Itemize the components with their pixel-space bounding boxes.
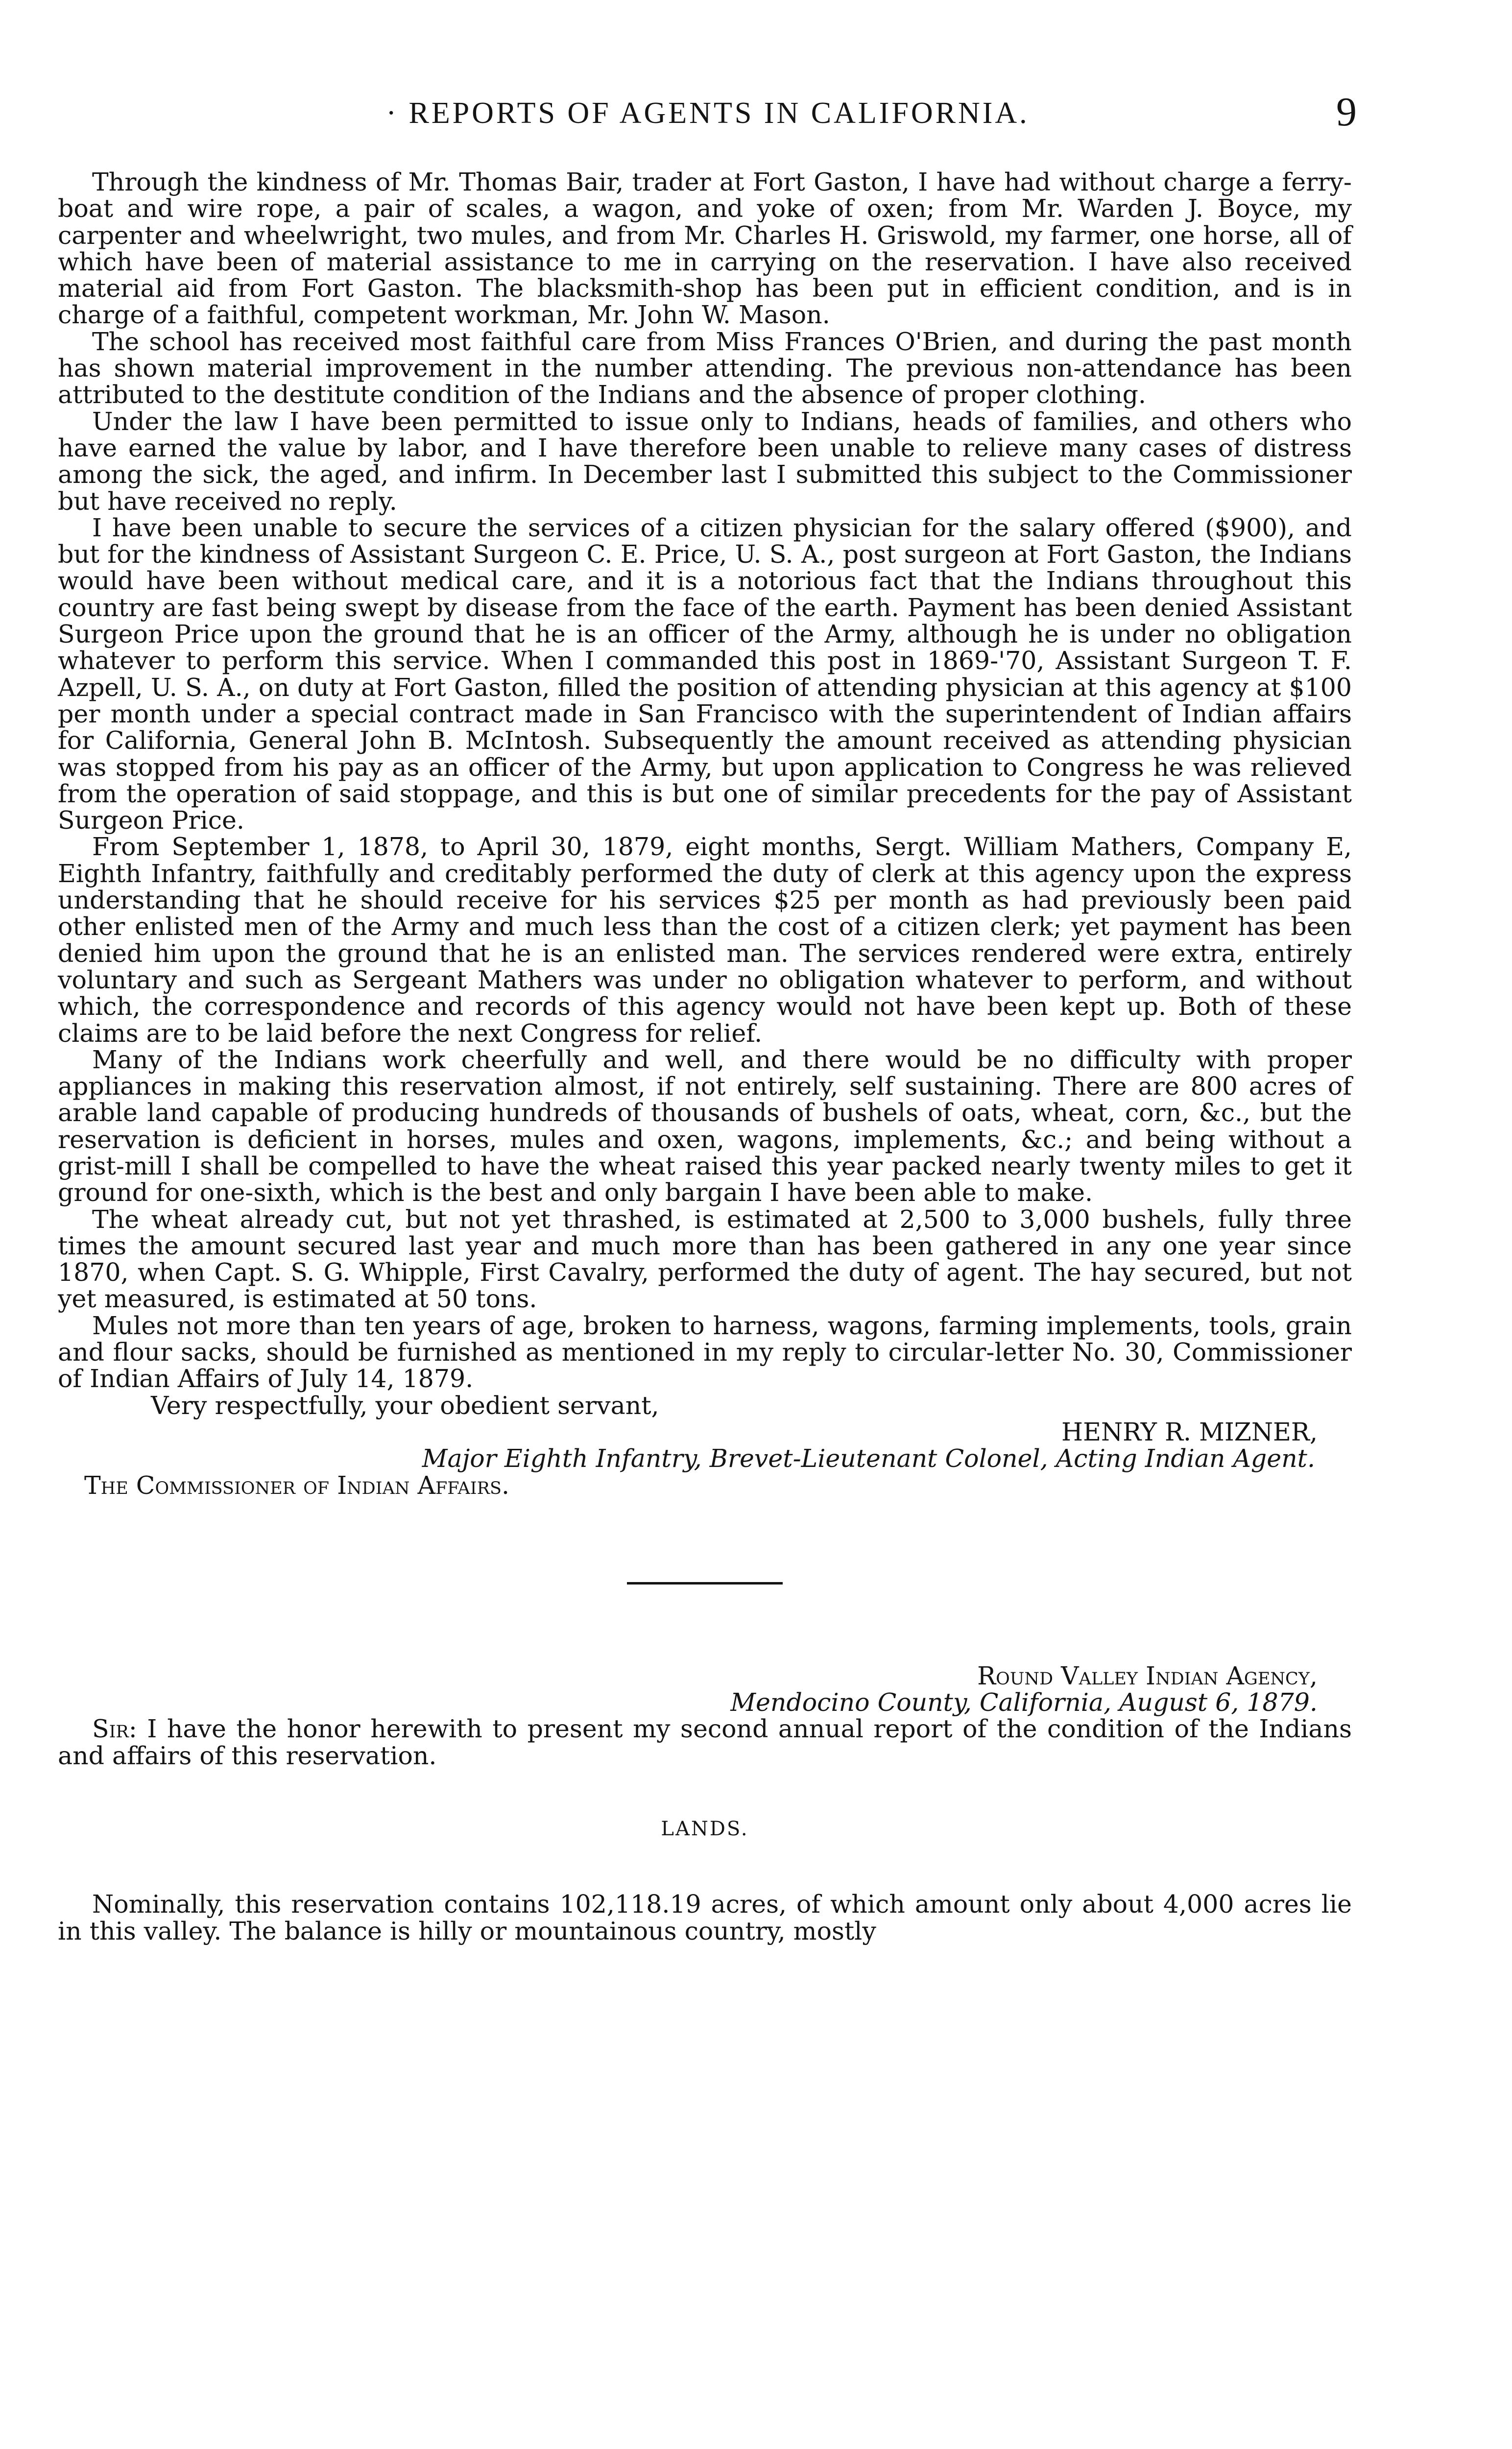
paragraph-bair-donations: Through the kindness of Mr. Thomas Bair, trader at Fort Gaston, I have had without charge a ferry-boat and wire rope, a pair of scales, a wagon, and yoke of oxen; from Mr. Warden J. Boyce, my carpenter and wheelwright, two mules, and from Mr. Charles H. Griswold, my farmer, one horse, all of which have been of material assistance to me in carrying on the reservation. I have also received material aid from Fort Gaston. The blacksmith-shop has been put in efficient condition, and is in charge of a faithful, competent workman, Mr. John W. Mason.: [58, 168, 1352, 330]
signature-name: HENRY R. MIZNER,: [1061, 1417, 1318, 1446]
addressee: The Commissioner of Indian Affairs.: [84, 1470, 510, 1500]
paragraph-wheat: The wheat already cut, but not yet thrashed, is estimated at 2,500 to 3,000 bushels, fully three times the amount secured last year and much more than has been gathered in any one year since 1870, when Capt. S. G. Whipple, First Cavalry, performed the duty of agent. The hay secured, but not yet measured, is estimated at 50 tons.: [58, 1204, 1352, 1314]
paragraph-school: The school has received most faithful care from Miss Frances O'Brien, and during the past month has shown material improvement in the number attending. The previous non-attendance has been attributed to the destitute condition of the Indians and the absence of proper clothing.: [58, 327, 1352, 409]
report-body: [58, 169, 1352, 1945]
signature-title: Major Eighth Infantry, Brevet-Lieutenant Colonel, Acting Indian Agent.: [422, 1444, 1315, 1473]
paragraph-lands: Nominally, this reservation contains 102,118.19 acres, of which amount only about 4,000 acres lie in this valley. The balance is hilly or mountainous country, mostly: [58, 1890, 1352, 1945]
salutation: Sir:: [92, 1714, 137, 1744]
complimentary-close: Very respectfully, your obedient servant,: [151, 1391, 659, 1420]
paragraph-mules: Mules not more than ten years of age, broken to harness, wagons, farming implements, tools, grain and flour sacks, should be furnished as mentioned in my reply to circular-letter No. 30, Commissioner of Indian Affairs of July 14, 1879.: [58, 1311, 1352, 1393]
paragraph-issue-law: Under the law I have been permitted to issue only to Indians, heads of families, and others who have earned the value by labor, and I have therefore been unable to relieve many cases of distress among the sick, the aged, and infirm. In December last I submitted this subject to the Commissioner but have received no reply.: [58, 407, 1352, 516]
dateline-date: [58, 1689, 1352, 1716]
section-divider: [627, 1582, 783, 1585]
report-introduction: [58, 1716, 1352, 1769]
running-header: [59, 88, 1357, 137]
page-number: 9: [1336, 89, 1357, 135]
paragraph-clerk: From September 1, 1878, to April 30, 1879, eight months, Sergt. William Mathers, Company E, Eighth Infantry, faithfully and creditably performed the duty of clerk at this agency upon the express understanding that he should receive for his services $25 per month as had previously been paid other enlisted men of the Army and much less than the cost of a citizen clerk; yet payment has been denied him upon the ground that he is an enlisted man. The services rendered were extra, entirely voluntary and such as Sergeant Mathers was under no obligation whatever to perform, and without which, the correspondence and records of this agency would not have been kept up. Both of these claims are to be laid before the next Congress for relief.: [58, 832, 1352, 1048]
running-title: · REPORTS OF AGENTS IN CALIFORNIA.: [386, 96, 1030, 130]
agency-name: Round Valley Indian Agency,: [977, 1661, 1318, 1690]
dateline-place: [58, 1663, 1352, 1689]
paragraph-indians-work: Many of the Indians work cheerfully and well, and there would be no difficulty with proper appliances in making this reservation almost, if not entirely, self sustaining. There are 800 acres of arable land capable of producing hundreds of thousands of bushels of oats, wheat, corn, &c., but the reservation is deficient in horses, mules and oxen, wagons, implements, &c.; and being without a grist-mill I shall be compelled to have the wheat raised this year packed nearly twenty miles to get it ground for one-sixth, which is the best and only bargain I have been able to make.: [58, 1045, 1352, 1207]
section-heading-lands: LANDS.: [661, 1818, 749, 1841]
introduction-text: I have the honor herewith to present my second annual report of the condition of the Indians and affairs of this reservation.: [58, 1714, 1352, 1770]
report-date: Mendocino County, California, August 6, 1879.: [730, 1688, 1318, 1717]
paragraph-physician: I have been unable to secure the services of a citizen physician for the salary offered ($900), and but for the kindness of Assistant Surgeon C. E. Price, U. S. A., post surgeon at Fort Gaston, the Indians would have been without medical care, and it is a notorious fact that the Indians throughout this country are fast being swept by disease from the face of the earth. Payment has been denied Assistant Surgeon Price upon the ground that he is an officer of the Army, although he is under no obligation whatever to perform this service. When I commanded this post in 1869-'70, Assistant Surgeon T. F. Azpell, U. S. A., on duty at Fort Gaston, filled the position of attending physician at this agency at $100 per month under a special contract made in San Francisco with the superintendent of Indian affairs for California, General John B. McIntosh. Subsequently the amount received as attending physician was stopped from his pay as an officer of the Army, but upon application to Congress he was relieved from the operation of said stoppage, and this is but one of similar precedents for the pay of Assistant Surgeon Price.: [58, 513, 1352, 835]
